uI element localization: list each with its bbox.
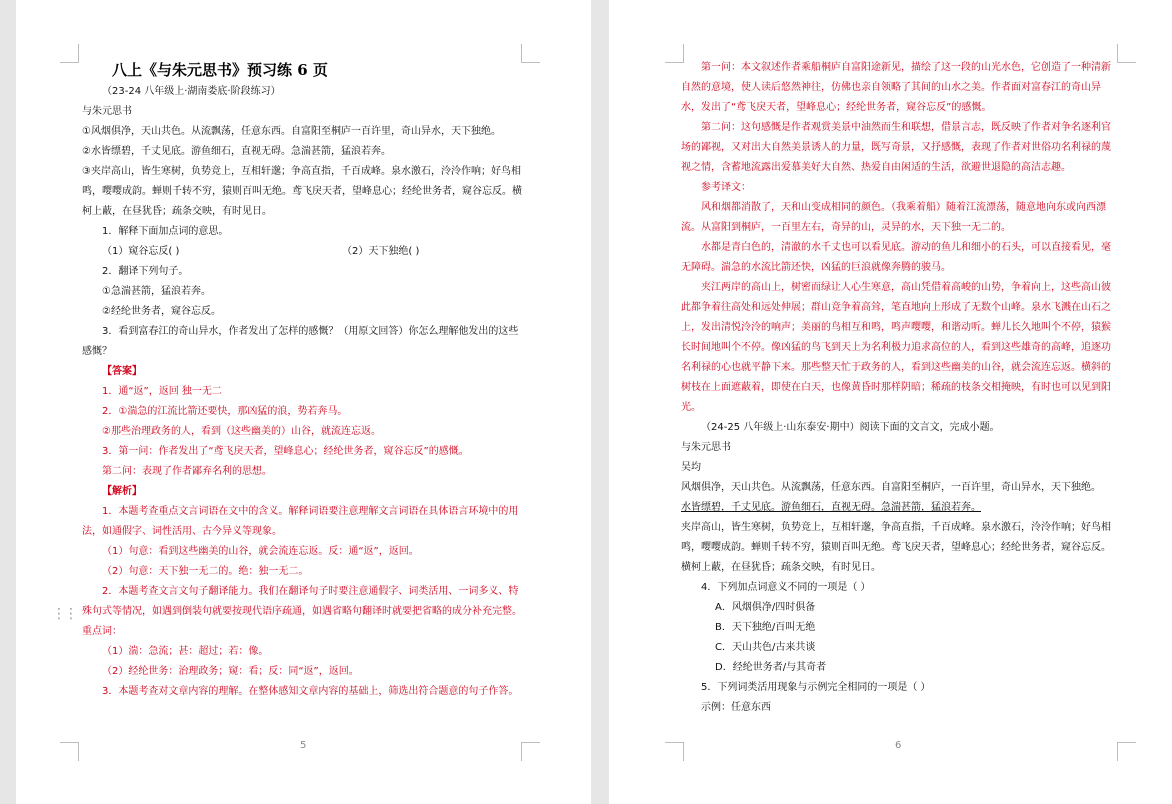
drag-handle-icon[interactable]: ⋮⋮ [52, 606, 76, 622]
translation-paragraph-2: 水都是青白色的，清澈的水千丈也可以看见底。游动的鱼儿和细小的石头，可以直接看见，毫无障碍。湍急的水流比箭还快，凶猛的巨浪就像奔腾的骏马。 [681, 242, 1111, 273]
option-4b: B．天下独绝/百叫无绝 [715, 622, 816, 633]
option-4c: C．天山共色/古来共谈 [715, 642, 816, 653]
text-paragraph-3: ③夹岸高山，皆生寒树，负势竞上，互相轩邈；争高直指，千百成峰。泉水激石，泠泠作响；好鸟相鸣，嘤嘤成韵。蝉则千转不穷，猿则百叫无绝。鸢飞戾天者，望峰息心；经纶世务者，窥谷忘反。横柯上蔽，在昼犹昏；疏条交映，有时见日。 [82, 166, 522, 217]
answer-analysis-2: 第二问：这句感慨是作者观赏美景中油然而生和联想，借景言志，既反映了作者对争名逐利官场的鄙视，又对出大自然美景诱人的力量，既写奇景，又抒感慨，表现了作者对世俗功名利禄的蔑视之情，含蓄地流露出爱慕美好大自然、热爱自由闲适的生活，欲避世退隐的高洁志趣。 [681, 122, 1111, 173]
margin-corner-top-right [1117, 44, 1136, 63]
question-5: 5．下列词类活用现象与示例完全相同的一项是（ ） [701, 682, 931, 693]
analysis-label: 【解析】 [102, 486, 142, 497]
margin-corner-bottom-left [665, 742, 684, 761]
option-4a: A．风烟俱净/四时俱备 [715, 602, 816, 613]
question-1-items [82, 242, 524, 262]
margin-corner-bottom-right [1117, 742, 1136, 761]
question-2a: ①急湍甚箭，猛浪若奔。 [102, 286, 211, 297]
analysis-1a: （1）句意：看到这些幽美的山谷，就会流连忘返。反：通“返”，返回。 [102, 546, 419, 557]
question-5-example: 示例：任意东西 [701, 702, 771, 713]
question-source-2: （24-25 八年级上·山东泰安·期中）阅读下面的文言文，完成小题。 [701, 422, 1000, 433]
document-title: 八上《与朱元思书》预习练 6 页 [112, 61, 328, 79]
question-3: 3．看到富春江的奇山异水，作者发出了怎样的感慨？（用原文回答）你怎么理解他发出的这些感慨？ [82, 326, 519, 357]
question-2: 2．翻译下列句子。 [102, 266, 189, 277]
text-paragraph-2-2: 水皆缥碧，千丈见底。游鱼细石，直视无碍。急湍甚箭，猛浪若奔。 [681, 502, 981, 513]
analysis-2: 2．本题考查文言文句子翻译能力。我们在翻译句子时要注意通假字、词类活用、一词多义、特殊句式等情况，如遇到倒装句就要按现代语序疏通，如遇省略句翻译时就要把省略的成分补充完整。重点词： [82, 586, 522, 637]
question-1a: （1）窥谷忘反( ) [102, 246, 180, 257]
text-paragraph-2: ②水皆缥碧，千丈见底。游鱼细石，直视无碍。急湍甚箭，猛浪若奔。 [82, 146, 391, 157]
page-number: 6 [895, 740, 902, 751]
page-6-body [681, 58, 1113, 718]
translation-paragraph-1: 风和烟都消散了，天和山变成相同的颜色。（我乘着船）随着江流漂荡，随意地向东或向西漂流。从富阳到桐庐，一百里左右，奇异的山，灵异的水，天下独一无二的。 [681, 202, 1106, 233]
document-page-6 [609, 0, 1172, 804]
answer-2b: ②那些治理政务的人，看到（这些幽美的）山谷，就流连忘返。 [102, 426, 381, 437]
answer-3b: 第二问：表现了作者鄙弃名利的思想。 [102, 466, 272, 477]
question-source: （23-24 八年级上·湖南娄底·阶段练习） [102, 86, 281, 97]
page-5-body [82, 58, 524, 702]
translation-label: 参考译文： [701, 182, 751, 193]
text-author: 吴均 [681, 462, 701, 473]
margin-corner-bottom-right [521, 742, 540, 761]
question-2b: ②经纶世务者，窥谷忘反。 [102, 306, 221, 317]
answer-3a: 3．第一问：作者发出了“鸢飞戾天者，望峰息心；经纶世务者，窥谷忘反”的感慨。 [102, 446, 469, 457]
analysis-1b: （2）句意：天下独一无二的。绝：独一无二。 [102, 566, 309, 577]
analysis-1: 1．本题考查重点文言词语在文中的含义。解释词语要注意理解文言词语在具体语言环境中的用法，如通假字、词性活用、古今异义等现象。 [82, 506, 519, 537]
page-number: 5 [300, 740, 307, 751]
answer-analysis-1: 第一问：本文叙述作者乘船桐庐自富阳途新见，描绘了这一段的山光水色，它创造了一种清新自然的意境，使人读后悠然神往，仿佛也亲自领略了其间的山水之美。作者面对富春江的奇山异水，发出了“鸢飞戾天者，望峰息心；经纶世务者，窥谷忘反”的感慨。 [681, 62, 1111, 113]
answer-label: 【答案】 [102, 366, 142, 377]
text-paragraph-2-1: 风烟俱净，天山共色。从流飘荡，任意东西。自富阳至桐庐，一百许里，奇山异水，天下独绝。 [681, 482, 1101, 493]
document-page-5 [16, 0, 591, 804]
analysis-2b: （2）经纶世务：治理政务；窥：看；反：同“返”，返回。 [102, 666, 359, 677]
analysis-2a: （1）湍：急流；甚：超过；若：像。 [102, 646, 269, 657]
option-4d: D．经纶世务者/与其奇者 [715, 662, 827, 673]
analysis-3: 3．本题考查对文章内容的理解。在整体感知文章内容的基础上，筛选出符合题意的句子作答。 [102, 686, 519, 697]
question-4: 4．下列加点词意义不同的一项是（ ） [701, 582, 871, 593]
translation-paragraph-3: 夹江两岸的高山上，树密而绿让人心生寒意，高山凭借着高峻的山势，争着向上，这些高山彼此都争着往高处和远处伸展；群山竞争着高耸，笔直地向上形成了无数个山峰。泉水飞溅在山石之上，发出清悦泠泠的响声；美丽的鸟相互和鸣，鸣声嘤嘤，和谐动听。蝉儿长久地叫个不停，猿猴长时间地叫个不停。像凶猛的鸟飞到天上为名利极力追求高位的人，看到这些雄奇的高峰，追逐功名利禄的心也就平静下来。那些整天忙于政务的人，看到这些幽美的山谷，就会流连忘返。横斜的树枝在上面遮蔽着，即使在白天，也像黄昏时那样阴暗；稀疏的枝条交相掩映，有时也可以见到阳光。 [681, 282, 1111, 413]
text-title-2: 与朱元思书 [681, 442, 731, 453]
text-paragraph-2-3: 夹岸高山，皆生寒树，负势竞上，互相轩邈，争高直指，千百成峰。泉水激石，泠泠作响；好鸟相鸣，嘤嘤成韵。蝉则千转不穷，猿则百叫无绝。鸢飞戾天者，望峰息心；经纶世务者，窥谷忘反。横柯上蔽，在昼犹昏；疏条交映，有时见日。 [681, 522, 1111, 573]
text-paragraph-1: ①风烟俱净，天山共色。从流飘荡，任意东西。自富阳至桐庐一百许里，奇山异水，天下独绝。 [82, 126, 501, 137]
text-title: 与朱元思书 [82, 106, 132, 117]
answer-1: 1．通“返”，返回 独一无二 [102, 386, 222, 397]
answer-2a: 2．①湍急的江流比箭还要快，那凶猛的浪，势若奔马。 [102, 406, 348, 417]
margin-corner-top-left [60, 44, 79, 63]
question-1b: （2）天下独绝( ) [342, 246, 420, 257]
margin-corner-bottom-left [60, 742, 79, 761]
question-1: 1．解释下面加点词的意思。 [102, 226, 229, 237]
